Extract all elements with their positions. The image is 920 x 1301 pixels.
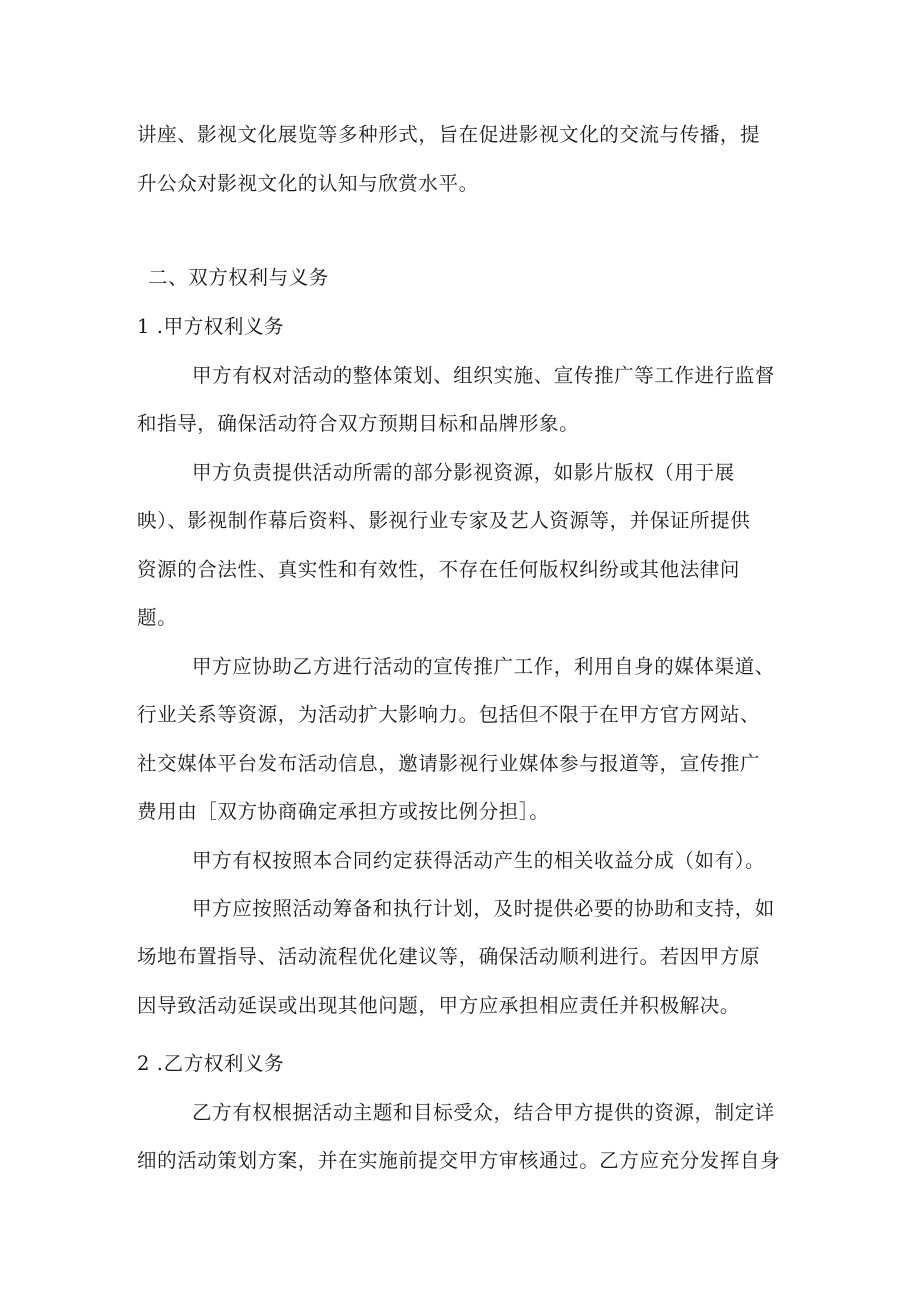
text-line: 因导致活动延误或出现其他问题，甲方应承担相应责任并积极解决。 [137, 994, 741, 1017]
text-line: 升公众对影视文化的认知与欣赏水平。 [137, 172, 479, 195]
text-line: 行业关系等资源，为活动扩大影响力。包括但不限于在甲方官方网站、 [137, 703, 761, 726]
subsection-heading: 1 .甲方权利义务 [137, 315, 285, 338]
text-line: 甲方应协助乙方进行活动的宣传推广工作，利用自身的媒体渠道、 [192, 655, 775, 678]
text-line: 甲方有权按照本合同约定获得活动产生的相关收益分成（如有）。 [192, 849, 766, 872]
text-line: 和指导，确保活动符合双方预期目标和品牌形象。 [137, 412, 580, 435]
text-line: 甲方有权对活动的整体策划、组织实施、宣传推广等工作进行监督 [192, 364, 775, 387]
text-line: 场地布置指导、活动流程优化建议等，确保活动顺利进行。若因甲方原 [137, 945, 761, 968]
text-line: 社交媒体平台发布活动信息，邀请影视行业媒体参与报道等，宣传推广 [137, 752, 761, 775]
text-line: 甲方应按照活动筹备和执行计划，及时提供必要的协助和支持，如 [192, 897, 775, 920]
text-line: 费用由［双方协商确定承担方或按比例分担］。 [137, 800, 550, 823]
text-line: 资源的合法性、真实性和有效性，不存在任何版权纠纷或其他法律问 [137, 558, 741, 581]
section-heading: 二、双方权利与义务 [148, 266, 329, 289]
subsection-heading: 2 .乙方权利义务 [137, 1052, 285, 1075]
text-line: 乙方有权根据活动主题和目标受众，结合甲方提供的资源，制定详 [192, 1101, 775, 1124]
text-line: 映）、影视制作幕后资料、影视行业专家及艺人资源等，并保证所提供 [137, 509, 751, 532]
text-line: 甲方负责提供活动所需的部分影视资源，如影片版权（用于展 [192, 461, 735, 484]
text-line: 细的活动策划方案，并在实施前提交甲方审核通过。乙方应充分发挥自身 [137, 1149, 781, 1172]
text-line: 题。 [137, 606, 178, 629]
text-line: 讲座、影视文化展览等多种形式，旨在促进影视文化的交流与传播，提 [137, 123, 761, 146]
